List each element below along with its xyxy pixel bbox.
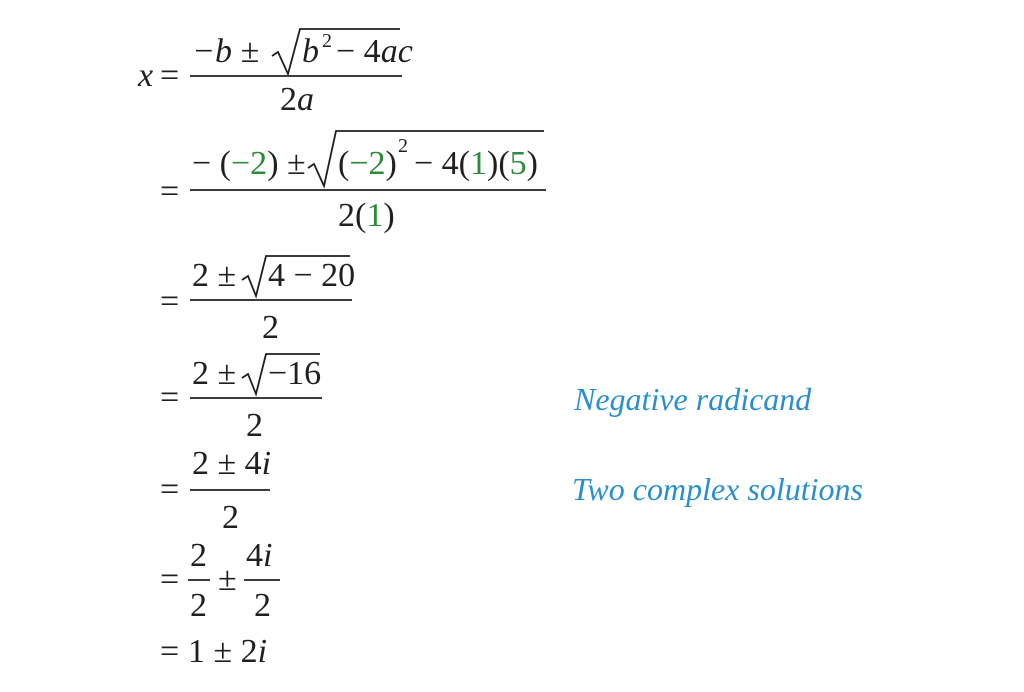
frac1-denominator: 2 bbox=[190, 587, 207, 624]
step-6 bbox=[160, 537, 280, 624]
frac2-numerator: 4i bbox=[246, 537, 273, 574]
denominator: 2(1) bbox=[338, 197, 395, 234]
equals-sign: = bbox=[160, 633, 180, 670]
equals-sign: = bbox=[160, 283, 180, 320]
two-complex-solutions-note: Two complex solutions bbox=[572, 471, 863, 507]
radicand: −16 bbox=[268, 355, 322, 392]
radicand: 4 − 20 bbox=[268, 257, 356, 294]
step-2 bbox=[160, 131, 546, 234]
frac2-denominator: 2 bbox=[254, 587, 271, 624]
equals-sign: = bbox=[160, 561, 180, 598]
frac1-numerator: 2 bbox=[190, 537, 207, 574]
equals-sign: = bbox=[160, 57, 180, 94]
step-4 bbox=[160, 354, 812, 444]
radicand-product: − 4(1)(5) bbox=[414, 145, 538, 182]
step-1 bbox=[137, 29, 413, 118]
denominator: 2 bbox=[262, 309, 279, 346]
numerator-prefix: 2 ± bbox=[192, 257, 237, 294]
numerator-neg-b: −b ± bbox=[192, 33, 260, 70]
exponent: 2 bbox=[322, 30, 332, 52]
numerator-substituted: − (−2) ± bbox=[192, 145, 306, 182]
denominator: 2a bbox=[280, 81, 314, 118]
numerator-prefix: 2 ± bbox=[192, 355, 237, 392]
lhs-x: x bbox=[138, 57, 154, 94]
equals-sign: = bbox=[160, 173, 180, 210]
radicand-rest: − 4ac bbox=[336, 33, 413, 70]
plus-minus: ± bbox=[218, 561, 237, 598]
radicand-b: b bbox=[302, 33, 319, 70]
denominator: 2 bbox=[246, 407, 263, 444]
numerator: 2 ± 4i bbox=[192, 445, 272, 482]
step-5 bbox=[160, 445, 863, 536]
step-3 bbox=[160, 256, 355, 346]
radicand-substituted: (−2) bbox=[338, 145, 397, 182]
exponent: 2 bbox=[398, 135, 408, 157]
denominator: 2 bbox=[222, 499, 239, 536]
equals-sign: = bbox=[160, 379, 180, 416]
final-result: 1 ± 2i bbox=[188, 633, 268, 670]
negative-radicand-note: Negative radicand bbox=[574, 381, 812, 417]
equals-sign: = bbox=[160, 471, 180, 508]
step-7 bbox=[160, 633, 267, 670]
